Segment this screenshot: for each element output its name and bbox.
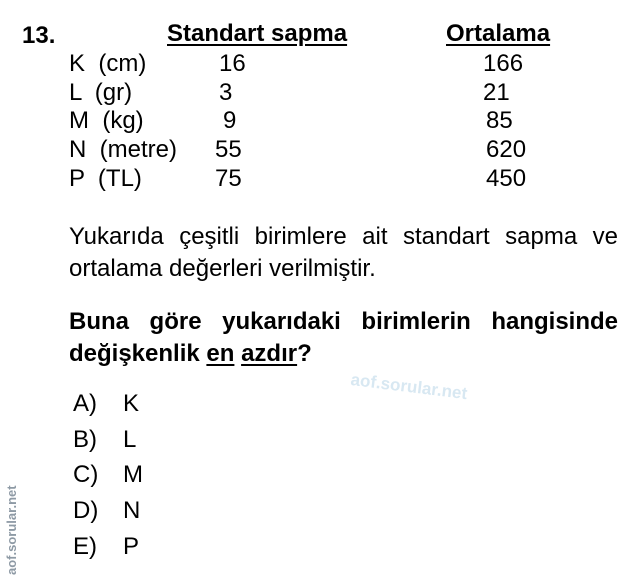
option-c[interactable] (0, 461, 300, 491)
table-row (0, 136, 641, 165)
question-line: Buna göre yukarıdaki birimlerin hangisinde (69, 308, 618, 335)
option-value: N (123, 497, 141, 524)
option-letter: D) (73, 497, 99, 524)
unit-cell: P (TL) (69, 165, 142, 192)
mean-cell: 620 (486, 136, 527, 163)
std-dev-header: Standart sapma (167, 20, 348, 47)
mean-header: Ortalama (446, 20, 551, 47)
question-mark: ? (297, 340, 312, 367)
table-row (0, 50, 641, 79)
option-letter: A) (73, 390, 97, 417)
watermark-center: aof.sorular.net (349, 370, 469, 404)
unit-cell: N (metre) (69, 136, 177, 163)
unit-cell: M (kg) (69, 107, 144, 134)
unit-cell: L (gr) (69, 79, 133, 106)
question-text (69, 306, 618, 370)
option-value: P (123, 533, 140, 560)
option-b[interactable] (0, 426, 300, 456)
description-line: ortalama değerleri verilmiştir. (69, 255, 376, 282)
std-dev-cell: 3 (219, 79, 233, 106)
std-dev-cell: 9 (223, 107, 237, 134)
table-row (0, 79, 641, 108)
option-value: K (123, 390, 140, 417)
emphasis-en: en (206, 340, 235, 367)
mean-cell: 21 (483, 79, 510, 106)
mean-cell: 166 (483, 50, 524, 77)
mean-cell: 85 (486, 107, 513, 134)
watermark-side: aof.sorular.net (4, 485, 19, 575)
table-row (0, 107, 641, 136)
option-value: L (123, 426, 137, 453)
question-number: 13. (22, 22, 56, 49)
option-letter: E) (73, 533, 97, 560)
std-dev-cell: 55 (215, 136, 242, 163)
description-line: Yukarıda çeşitli birimlere ait standart sapma ve (69, 223, 618, 250)
table-row (0, 165, 641, 194)
emphasis-azdir: azdır (241, 340, 298, 367)
description-text (69, 221, 618, 285)
option-d[interactable] (0, 497, 300, 527)
option-e[interactable] (0, 533, 300, 563)
std-dev-cell: 16 (219, 50, 246, 77)
option-letter: C) (73, 461, 99, 488)
option-value: M (123, 461, 143, 488)
std-dev-cell: 75 (215, 165, 242, 192)
question-text-start: değişkenlik (69, 340, 207, 367)
unit-cell: K (cm) (69, 50, 147, 77)
mean-cell: 450 (486, 165, 527, 192)
option-letter: B) (73, 426, 97, 453)
option-a[interactable] (0, 390, 300, 420)
question-line (69, 338, 618, 370)
